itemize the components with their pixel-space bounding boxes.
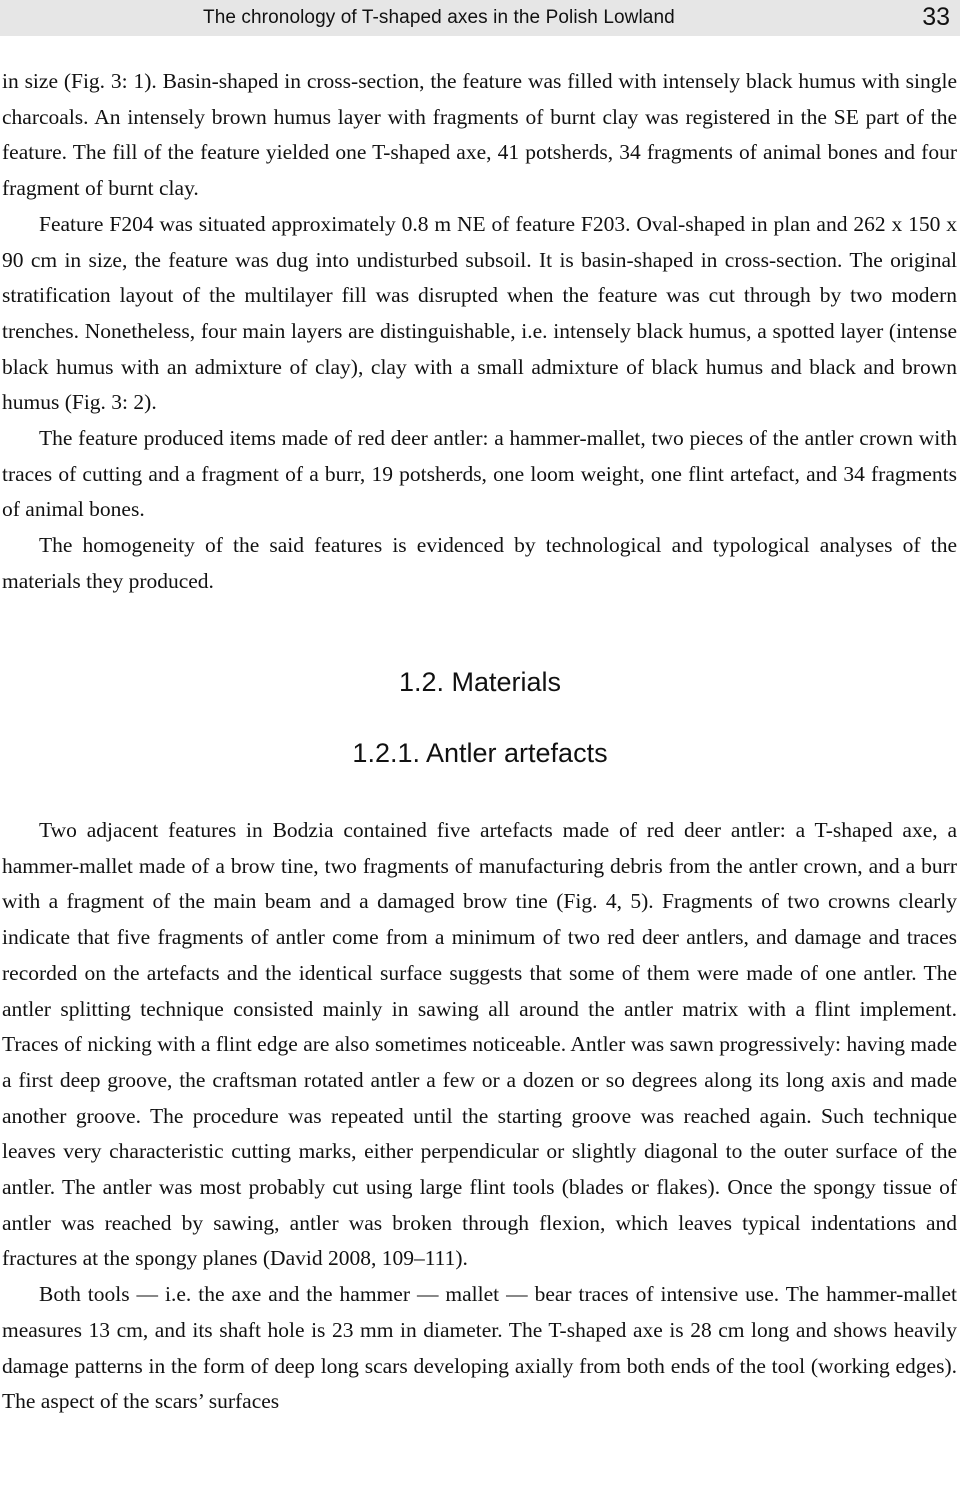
paragraph: Two adjacent features in Bodzia contained five artefacts made of red deer antler: a T-shaped axe, a hammer-mallet made of a brow tine, two fragments of manufacturing debris from the antler crown, and a burr with a fragment of the main beam and a damaged brow tine (Fig. 4, 5). Fragments of two crowns clearly indicate that five fragments of antler come from a minimum of two red deer antlers, and damage and traces recorded on the artefacts and the identical surface suggests that some of them were made of one antler. The antler splitting technique consisted mainly in sawing all around the antler matrix with a flint implement. Traces of nicking with a flint edge are also sometimes noticeable. Antler was sawn progressively: having made a first deep groove, the craftsman rotated antler a few or a dozen or so degrees along its long axis and made another groove. The procedure was repeated until the starting groove was reached again. Such technique leaves very characteristic cutting marks, either perpendicular or slightly diagonal to the outer surface of the antler. The antler was most probably cut using large flint tools (blades or flakes). Once the spongy tissue of antler was reached by sawing, antler was broken through flexion, which leaves typical indentations and fractures at the spongy planes (David 2008, 109–111). [2,818,957,1271]
paragraph: Both tools — i.e. the axe and the hammer — mallet — bear traces of intensive use. The hammer-mallet measures 13 cm, and its shaft hole is 23 mm in diameter. The T-shaped axe is 28 cm long and shows heavily damage patterns in the form of deep long scars developing axially from both ends of the tool (working edges). The aspect of the scars’ surfaces [2,1282,957,1414]
page-number: 33 [922,3,950,31]
paragraph: Feature F204 was situated approximately 0.8 m NE of feature F203. Oval-shaped in plan and 262 x 150 x 90 cm in size, the feature was dug into undisturbed subsoil. It is basin-shaped in cross-section. The original stratification layout of the multilayer fill was disrupted when the feature was cut through by two modern trenches. Nonetheless, four main layers are distinguishable, i.e. intensely black humus, a spotted layer (intense black humus with an admixture of clay), clay with a small admixture of black humus and black and brown humus (Fig. 3: 2). [2,211,957,415]
running-header [0,0,960,36]
subsection-heading: 1.2.1. Antler artefacts [352,738,608,768]
body-text-top [2,64,957,600]
paragraph: in size (Fig. 3: 1). Basin-shaped in cross-section, the feature was filled with intensely black humus with single charcoals. An intensely brown humus layer with fragments of burnt clay was registered in the SE part of the feature. The fill of the feature yielded one T-shaped axe, 41 potsherds, 34 fragments of animal bones and four fragment of burnt clay. [2,69,957,201]
section-heading: 1.2. Materials [398,667,562,697]
body-text-bottom [2,813,957,1420]
paragraph: The homogeneity of the said features is evidenced by technological and typological analyses of the materials they produced. [2,533,957,593]
running-title: The chronology of T-shaped axes in the Polish Lowland [203,7,675,28]
paragraph: The feature produced items made of red deer antler: a hammer-mallet, two pieces of the antler crown with traces of cutting and a fragment of a burr, 19 potsherds, one loom weight, one flint artefact, and 34 fragments of animal bones. [2,426,957,522]
